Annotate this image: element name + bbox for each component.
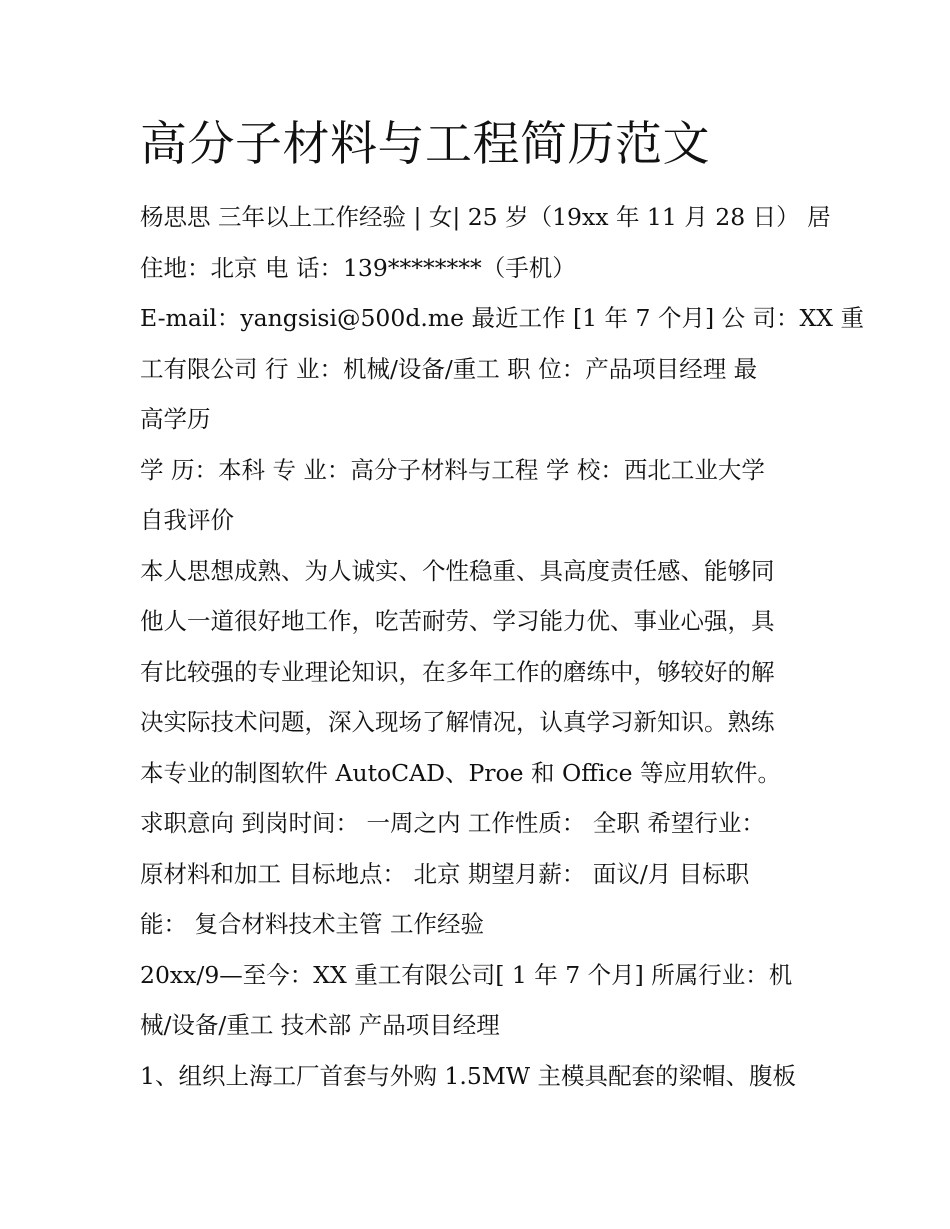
self-evaluation-line: 本人思想成熟、为人诚实、个性稳重、具高度责任感、能够同 — [140, 556, 775, 585]
document-title: 高分子材料与工程简历范文 — [140, 117, 710, 172]
self-evaluation-line: 决实际技术问题，深入现场了解情况，认真学习新知识。熟练 — [140, 708, 775, 736]
self-evaluation-line: 本专业的制图软件 AutoCAD、Proe 和 Office 等应用软件。 — [140, 758, 782, 787]
section-heading-self-evaluation: 自我评价 — [140, 506, 234, 534]
work-experience-line: 1、组织上海工厂首套与外购 1.5MW 主模具配套的梁帽、腹板 — [140, 1061, 796, 1090]
personal-info-line: 工有限公司 行 业：机械/设备/重工 职 位：产品项目经理 最 — [140, 354, 758, 383]
self-evaluation-line: 他人一道很好地工作，吃苦耐劳、学习能力优、事业心强，具 — [140, 607, 775, 635]
document-page — [140, 112, 864, 1101]
personal-info-line: 杨思思 三年以上工作经验 | 女| 25 岁（19xx 年 11 月 28 日） 居 — [140, 203, 831, 231]
education-line: 学 历：本科 专 业：高分子材料与工程 学 校：西北工业大学 — [140, 455, 765, 484]
job-intention-line: 原材料和加工 目标地点： 北京 期望月薪： 面议/月 目标职 — [140, 859, 750, 888]
section-heading-education: 高学历 — [140, 405, 211, 433]
personal-info-line: 住地：北京 电 话：139********（手机） — [140, 253, 576, 282]
personal-info-line: E-mail：yangsisi@500d.me 最近工作 [1 年 7 个月] 公 司：XX 重 — [140, 304, 864, 332]
work-experience-line: 20xx/9—至今：XX 重工有限公司[ 1 年 7 个月] 所属行业：机 — [140, 960, 793, 989]
job-intention-line: 能： 复合材料技术主管 工作经验 — [140, 910, 484, 938]
work-experience-line: 械/设备/重工 技术部 产品项目经理 — [140, 1011, 500, 1039]
self-evaluation-line: 有比较强的专业理论知识，在多年工作的磨练中，够较好的解 — [140, 657, 775, 686]
job-intention-line: 求职意向 到岗时间： 一周之内 工作性质： 全职 希望行业： — [140, 809, 765, 837]
